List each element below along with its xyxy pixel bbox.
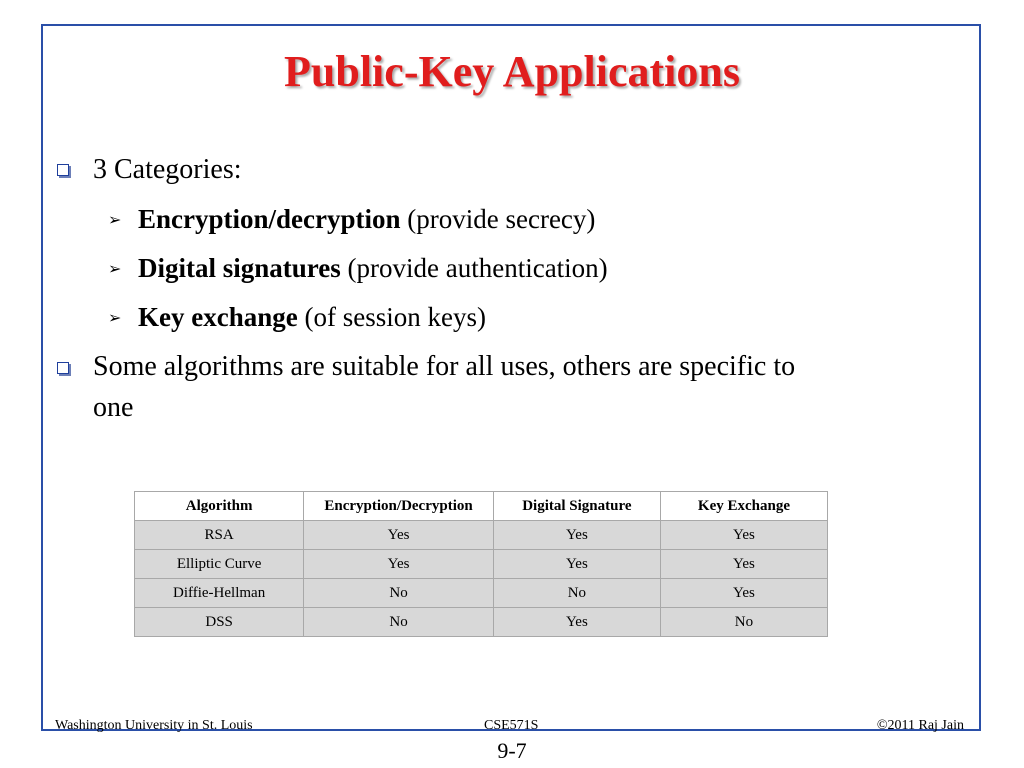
column-header: Encryption/Decryption <box>304 492 494 521</box>
sub-bullet-bold: Encryption/decryption <box>138 204 401 234</box>
bullet-algorithms-line1: Some algorithms are suitable for all uses, others are specific to <box>93 351 796 382</box>
sub-bullet-text: (of session keys) <box>297 302 486 332</box>
algorithm-table <box>134 491 828 637</box>
table-cell: Yes <box>660 550 827 579</box>
square-bullet-icon <box>57 362 69 374</box>
table-cell: No <box>304 579 494 608</box>
table-cell: Yes <box>493 521 660 550</box>
column-header: Digital Signature <box>493 492 660 521</box>
table-row <box>135 521 828 550</box>
footer-course: CSE571S <box>484 718 539 733</box>
footer-institution: Washington University in St. Louis <box>55 718 253 733</box>
sub-bullet-bold: Key exchange <box>138 302 298 332</box>
table-cell: Yes <box>304 550 494 579</box>
table-cell: No <box>304 608 494 637</box>
table-cell: Yes <box>660 521 827 550</box>
sub-bullet-key-exchange <box>138 299 486 335</box>
bullet-categories: 3 Categories: <box>93 154 242 185</box>
sub-bullet-bold: Digital signatures <box>138 253 341 283</box>
footer-copyright: ©2011 Raj Jain <box>876 718 964 733</box>
table-cell: DSS <box>135 608 304 637</box>
sub-bullet-encryption <box>138 201 595 237</box>
table-header-row <box>135 492 828 521</box>
table-cell: RSA <box>135 521 304 550</box>
sub-bullet-signatures <box>138 250 608 286</box>
table-cell: No <box>493 579 660 608</box>
table-cell: Elliptic Curve <box>135 550 304 579</box>
table-cell: Yes <box>493 550 660 579</box>
table-cell: Yes <box>493 608 660 637</box>
table-row <box>135 579 828 608</box>
table-cell: Yes <box>304 521 494 550</box>
table-row <box>135 550 828 579</box>
sub-bullet-text: (provide authentication) <box>340 253 608 283</box>
sub-bullet-text: (provide secrecy) <box>400 204 596 234</box>
arrow-bullet-icon: ➢ <box>108 210 122 229</box>
column-header: Key Exchange <box>660 492 827 521</box>
arrow-bullet-icon: ➢ <box>108 259 122 278</box>
table-cell: Diffie-Hellman <box>135 579 304 608</box>
table-cell: No <box>660 608 827 637</box>
slide-title: Public-Key Applications <box>284 47 740 96</box>
square-bullet-icon <box>57 164 69 176</box>
page-number: 9-7 <box>497 738 527 763</box>
bullet-algorithms-line2: one <box>93 392 134 423</box>
table-row <box>135 608 828 637</box>
column-header: Algorithm <box>135 492 304 521</box>
table-cell: Yes <box>660 579 827 608</box>
arrow-bullet-icon: ➢ <box>108 308 122 327</box>
